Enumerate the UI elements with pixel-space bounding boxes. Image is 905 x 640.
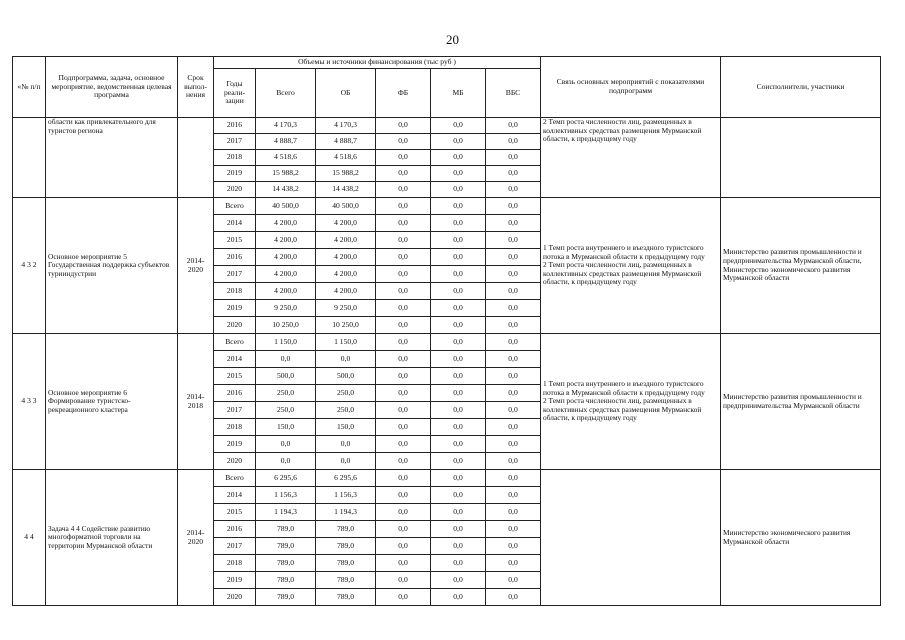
cell-total: 14 438,2 xyxy=(256,182,316,198)
cell-fb: 0,0 xyxy=(376,521,431,538)
cell-mb: 0,0 xyxy=(431,521,486,538)
header-mb: МБ xyxy=(431,69,486,118)
cell-vbs: 0,0 xyxy=(486,317,541,334)
cell-mb: 0,0 xyxy=(431,470,486,487)
cell-total: 0,0 xyxy=(256,436,316,453)
cell-total: 150,0 xyxy=(256,419,316,436)
cell-vbs: 0,0 xyxy=(486,166,541,182)
header-term: Срок выпол-нения xyxy=(178,57,214,118)
cell-year: 2015 xyxy=(214,368,256,385)
cell-vbs: 0,0 xyxy=(486,266,541,283)
cell-ob: 4 200,0 xyxy=(316,232,376,249)
cell-year: 2019 xyxy=(214,166,256,182)
cell-total: 250,0 xyxy=(256,402,316,419)
table-row xyxy=(13,198,881,215)
cell-total: 500,0 xyxy=(256,368,316,385)
section-number: 4 3 3 xyxy=(13,334,46,470)
cell-vbs: 0,0 xyxy=(486,419,541,436)
cell-ob: 14 438,2 xyxy=(316,182,376,198)
cell-year: 2020 xyxy=(214,182,256,198)
section-link: 1 Темп роста внутреннего и въездного туристского потока в Мурманской области к предыдущему году 2 Темп роста численности лиц, размещенных в коллективных средствах размещения Мурманской области, к предыдущему году xyxy=(541,198,721,334)
cell-year: 2015 xyxy=(214,232,256,249)
cell-fb: 0,0 xyxy=(376,436,431,453)
cell-ob: 789,0 xyxy=(316,555,376,572)
cell-fb: 0,0 xyxy=(376,166,431,182)
header-ob: ОБ xyxy=(316,69,376,118)
cell-year: 2016 xyxy=(214,118,256,134)
cell-mb: 0,0 xyxy=(431,453,486,470)
section-executors: Министерство развития промышленности и предпринимательства Мурманской области, Министерство экономического развития Мурманской области xyxy=(721,198,881,334)
cell-ob: 4 518,6 xyxy=(316,150,376,166)
cell-year: 2019 xyxy=(214,572,256,589)
cell-year: 2019 xyxy=(214,436,256,453)
cell-vbs: 0,0 xyxy=(486,385,541,402)
cell-year: 2016 xyxy=(214,385,256,402)
cell-vbs: 0,0 xyxy=(486,334,541,351)
cell-fb: 0,0 xyxy=(376,572,431,589)
cell-vbs: 0,0 xyxy=(486,453,541,470)
section-number xyxy=(13,118,46,198)
cell-total: 4 888,7 xyxy=(256,134,316,150)
cell-ob: 1 194,3 xyxy=(316,504,376,521)
cell-ob: 789,0 xyxy=(316,538,376,555)
cell-ob: 4 200,0 xyxy=(316,266,376,283)
cell-mb: 0,0 xyxy=(431,385,486,402)
cell-mb: 0,0 xyxy=(431,249,486,266)
cell-year: 2016 xyxy=(214,249,256,266)
cell-year: Всего xyxy=(214,198,256,215)
section-link xyxy=(541,470,721,606)
cell-year: 2020 xyxy=(214,317,256,334)
cell-ob: 4 200,0 xyxy=(316,249,376,266)
cell-year: 2019 xyxy=(214,300,256,317)
section-term: 2014-2020 xyxy=(178,198,214,334)
cell-total: 6 295,6 xyxy=(256,470,316,487)
cell-ob: 6 295,6 xyxy=(316,470,376,487)
cell-vbs: 0,0 xyxy=(486,538,541,555)
cell-vbs: 0,0 xyxy=(486,555,541,572)
cell-fb: 0,0 xyxy=(376,589,431,606)
cell-ob: 500,0 xyxy=(316,368,376,385)
section-executors: Министерство экономического развития Мурманской области xyxy=(721,470,881,606)
cell-total: 9 250,0 xyxy=(256,300,316,317)
cell-ob: 4 200,0 xyxy=(316,283,376,300)
cell-mb: 0,0 xyxy=(431,182,486,198)
cell-total: 1 194,3 xyxy=(256,504,316,521)
cell-fb: 0,0 xyxy=(376,487,431,504)
cell-vbs: 0,0 xyxy=(486,402,541,419)
cell-ob: 0,0 xyxy=(316,351,376,368)
cell-vbs: 0,0 xyxy=(486,118,541,134)
cell-vbs: 0,0 xyxy=(486,487,541,504)
cell-ob: 4 200,0 xyxy=(316,215,376,232)
cell-year: 2017 xyxy=(214,402,256,419)
cell-total: 1 150,0 xyxy=(256,334,316,351)
cell-year: 2017 xyxy=(214,134,256,150)
cell-mb: 0,0 xyxy=(431,504,486,521)
cell-year: 2016 xyxy=(214,521,256,538)
cell-total: 0,0 xyxy=(256,351,316,368)
cell-vbs: 0,0 xyxy=(486,249,541,266)
cell-vbs: 0,0 xyxy=(486,300,541,317)
cell-fb: 0,0 xyxy=(376,249,431,266)
cell-vbs: 0,0 xyxy=(486,283,541,300)
cell-mb: 0,0 xyxy=(431,572,486,589)
cell-vbs: 0,0 xyxy=(486,232,541,249)
section-name: области как привлекательного для туристов региона xyxy=(46,118,178,198)
cell-mb: 0,0 xyxy=(431,283,486,300)
section-link: 2 Темп роста численности лиц, размещенных в коллективных средствах размещения Мурманской области, к предыдущему году xyxy=(541,118,721,198)
header-executors: Соисполнители, участники xyxy=(721,57,881,118)
cell-vbs: 0,0 xyxy=(486,521,541,538)
cell-total: 789,0 xyxy=(256,589,316,606)
cell-fb: 0,0 xyxy=(376,317,431,334)
cell-vbs: 0,0 xyxy=(486,150,541,166)
cell-year: 2018 xyxy=(214,555,256,572)
cell-fb: 0,0 xyxy=(376,232,431,249)
cell-mb: 0,0 xyxy=(431,368,486,385)
cell-fb: 0,0 xyxy=(376,402,431,419)
cell-total: 15 988,2 xyxy=(256,166,316,182)
cell-ob: 4 888,7 xyxy=(316,134,376,150)
cell-vbs: 0,0 xyxy=(486,436,541,453)
cell-total: 4 518,6 xyxy=(256,150,316,166)
cell-mb: 0,0 xyxy=(431,300,486,317)
cell-mb: 0,0 xyxy=(431,134,486,150)
table-row xyxy=(13,334,881,351)
cell-fb: 0,0 xyxy=(376,351,431,368)
cell-vbs: 0,0 xyxy=(486,351,541,368)
cell-mb: 0,0 xyxy=(431,589,486,606)
cell-mb: 0,0 xyxy=(431,334,486,351)
cell-vbs: 0,0 xyxy=(486,198,541,215)
section-number: 4 4 xyxy=(13,470,46,606)
section-term xyxy=(178,118,214,198)
financing-table xyxy=(12,56,881,606)
cell-fb: 0,0 xyxy=(376,419,431,436)
cell-fb: 0,0 xyxy=(376,538,431,555)
cell-total: 4 170,3 xyxy=(256,118,316,134)
cell-mb: 0,0 xyxy=(431,538,486,555)
cell-mb: 0,0 xyxy=(431,487,486,504)
cell-fb: 0,0 xyxy=(376,385,431,402)
cell-total: 789,0 xyxy=(256,538,316,555)
section-term: 2014-2018 xyxy=(178,334,214,470)
cell-fb: 0,0 xyxy=(376,453,431,470)
cell-year: Всего xyxy=(214,334,256,351)
cell-ob: 789,0 xyxy=(316,589,376,606)
section-name: Основное мероприятие 6 Формирование туристско-рекреационного кластера xyxy=(46,334,178,470)
cell-total: 4 200,0 xyxy=(256,232,316,249)
cell-ob: 40 500,0 xyxy=(316,198,376,215)
cell-year: 2018 xyxy=(214,283,256,300)
cell-fb: 0,0 xyxy=(376,198,431,215)
cell-fb: 0,0 xyxy=(376,470,431,487)
cell-vbs: 0,0 xyxy=(486,572,541,589)
cell-year: 2020 xyxy=(214,453,256,470)
cell-total: 250,0 xyxy=(256,385,316,402)
cell-ob: 0,0 xyxy=(316,453,376,470)
table-row xyxy=(13,470,881,487)
cell-fb: 0,0 xyxy=(376,215,431,232)
cell-total: 4 200,0 xyxy=(256,283,316,300)
cell-mb: 0,0 xyxy=(431,555,486,572)
cell-fb: 0,0 xyxy=(376,150,431,166)
cell-fb: 0,0 xyxy=(376,283,431,300)
cell-mb: 0,0 xyxy=(431,419,486,436)
cell-total: 4 200,0 xyxy=(256,215,316,232)
cell-year: 2014 xyxy=(214,351,256,368)
header-link: Связь основных мероприятий с показателями подпрограмм xyxy=(541,57,721,118)
cell-year: 2020 xyxy=(214,589,256,606)
cell-fb: 0,0 xyxy=(376,555,431,572)
cell-year: 2015 xyxy=(214,504,256,521)
cell-fb: 0,0 xyxy=(376,300,431,317)
cell-vbs: 0,0 xyxy=(486,215,541,232)
cell-mb: 0,0 xyxy=(431,317,486,334)
cell-mb: 0,0 xyxy=(431,198,486,215)
cell-ob: 4 170,3 xyxy=(316,118,376,134)
cell-year: 2017 xyxy=(214,266,256,283)
cell-ob: 789,0 xyxy=(316,572,376,589)
cell-ob: 10 250,0 xyxy=(316,317,376,334)
cell-total: 40 500,0 xyxy=(256,198,316,215)
cell-vbs: 0,0 xyxy=(486,589,541,606)
cell-year: 2014 xyxy=(214,215,256,232)
table-row xyxy=(13,118,881,134)
cell-vbs: 0,0 xyxy=(486,504,541,521)
cell-year: 2014 xyxy=(214,487,256,504)
cell-fb: 0,0 xyxy=(376,266,431,283)
table-body xyxy=(13,118,881,606)
cell-ob: 150,0 xyxy=(316,419,376,436)
section-number: 4 3 2 xyxy=(13,198,46,334)
section-term: 2014-2020 xyxy=(178,470,214,606)
cell-fb: 0,0 xyxy=(376,504,431,521)
cell-fb: 0,0 xyxy=(376,118,431,134)
cell-ob: 0,0 xyxy=(316,436,376,453)
cell-fb: 0,0 xyxy=(376,334,431,351)
section-executors xyxy=(721,118,881,198)
cell-total: 0,0 xyxy=(256,453,316,470)
cell-total: 789,0 xyxy=(256,521,316,538)
cell-ob: 15 988,2 xyxy=(316,166,376,182)
cell-mb: 0,0 xyxy=(431,266,486,283)
cell-year: 2017 xyxy=(214,538,256,555)
cell-year: 2018 xyxy=(214,150,256,166)
header-financing: Объемы и источники финансирования (тыс руб ) xyxy=(214,57,541,69)
cell-fb: 0,0 xyxy=(376,134,431,150)
cell-mb: 0,0 xyxy=(431,232,486,249)
page-number: 20 xyxy=(446,32,459,47)
cell-ob: 250,0 xyxy=(316,402,376,419)
header-program: Подпрограмма, задача, основное мероприятие, ведомственная целевая программа xyxy=(46,57,178,118)
cell-total: 4 200,0 xyxy=(256,249,316,266)
cell-vbs: 0,0 xyxy=(486,470,541,487)
cell-ob: 1 150,0 xyxy=(316,334,376,351)
header-total: Всего xyxy=(256,69,316,118)
cell-fb: 0,0 xyxy=(376,182,431,198)
cell-mb: 0,0 xyxy=(431,402,486,419)
cell-mb: 0,0 xyxy=(431,436,486,453)
header-fb: ФБ xyxy=(376,69,431,118)
header-vbs: ВБС xyxy=(486,69,541,118)
cell-ob: 789,0 xyxy=(316,521,376,538)
cell-mb: 0,0 xyxy=(431,150,486,166)
header-years: Годы реали-зации xyxy=(214,69,256,118)
header-num: «№ п/п xyxy=(13,57,46,118)
cell-ob: 9 250,0 xyxy=(316,300,376,317)
cell-total: 10 250,0 xyxy=(256,317,316,334)
cell-year: 2018 xyxy=(214,419,256,436)
cell-mb: 0,0 xyxy=(431,215,486,232)
cell-ob: 1 156,3 xyxy=(316,487,376,504)
cell-mb: 0,0 xyxy=(431,166,486,182)
section-executors: Министерство развития промышленности и предпринимательства Мурманской области xyxy=(721,334,881,470)
cell-mb: 0,0 xyxy=(431,118,486,134)
section-link: 1 Темп роста внутреннего и въездного туристского потока в Мурманской области к предыдущему году 2 Темп роста численности лиц, размещенных в коллективных средствах размещения Мурманской области, к предыдущему году xyxy=(541,334,721,470)
cell-total: 789,0 xyxy=(256,572,316,589)
cell-ob: 250,0 xyxy=(316,385,376,402)
cell-year: Всего xyxy=(214,470,256,487)
cell-vbs: 0,0 xyxy=(486,182,541,198)
cell-total: 789,0 xyxy=(256,555,316,572)
cell-mb: 0,0 xyxy=(431,351,486,368)
cell-fb: 0,0 xyxy=(376,368,431,385)
cell-total: 1 156,3 xyxy=(256,487,316,504)
section-name: Основное мероприятие 5 Государственная поддержка субъектов турииндустрии xyxy=(46,198,178,334)
cell-vbs: 0,0 xyxy=(486,134,541,150)
cell-vbs: 0,0 xyxy=(486,368,541,385)
section-name: Задача 4 4 Содействие развитию многоформатной торговли на территории Мурманской области xyxy=(46,470,178,606)
cell-total: 4 200,0 xyxy=(256,266,316,283)
